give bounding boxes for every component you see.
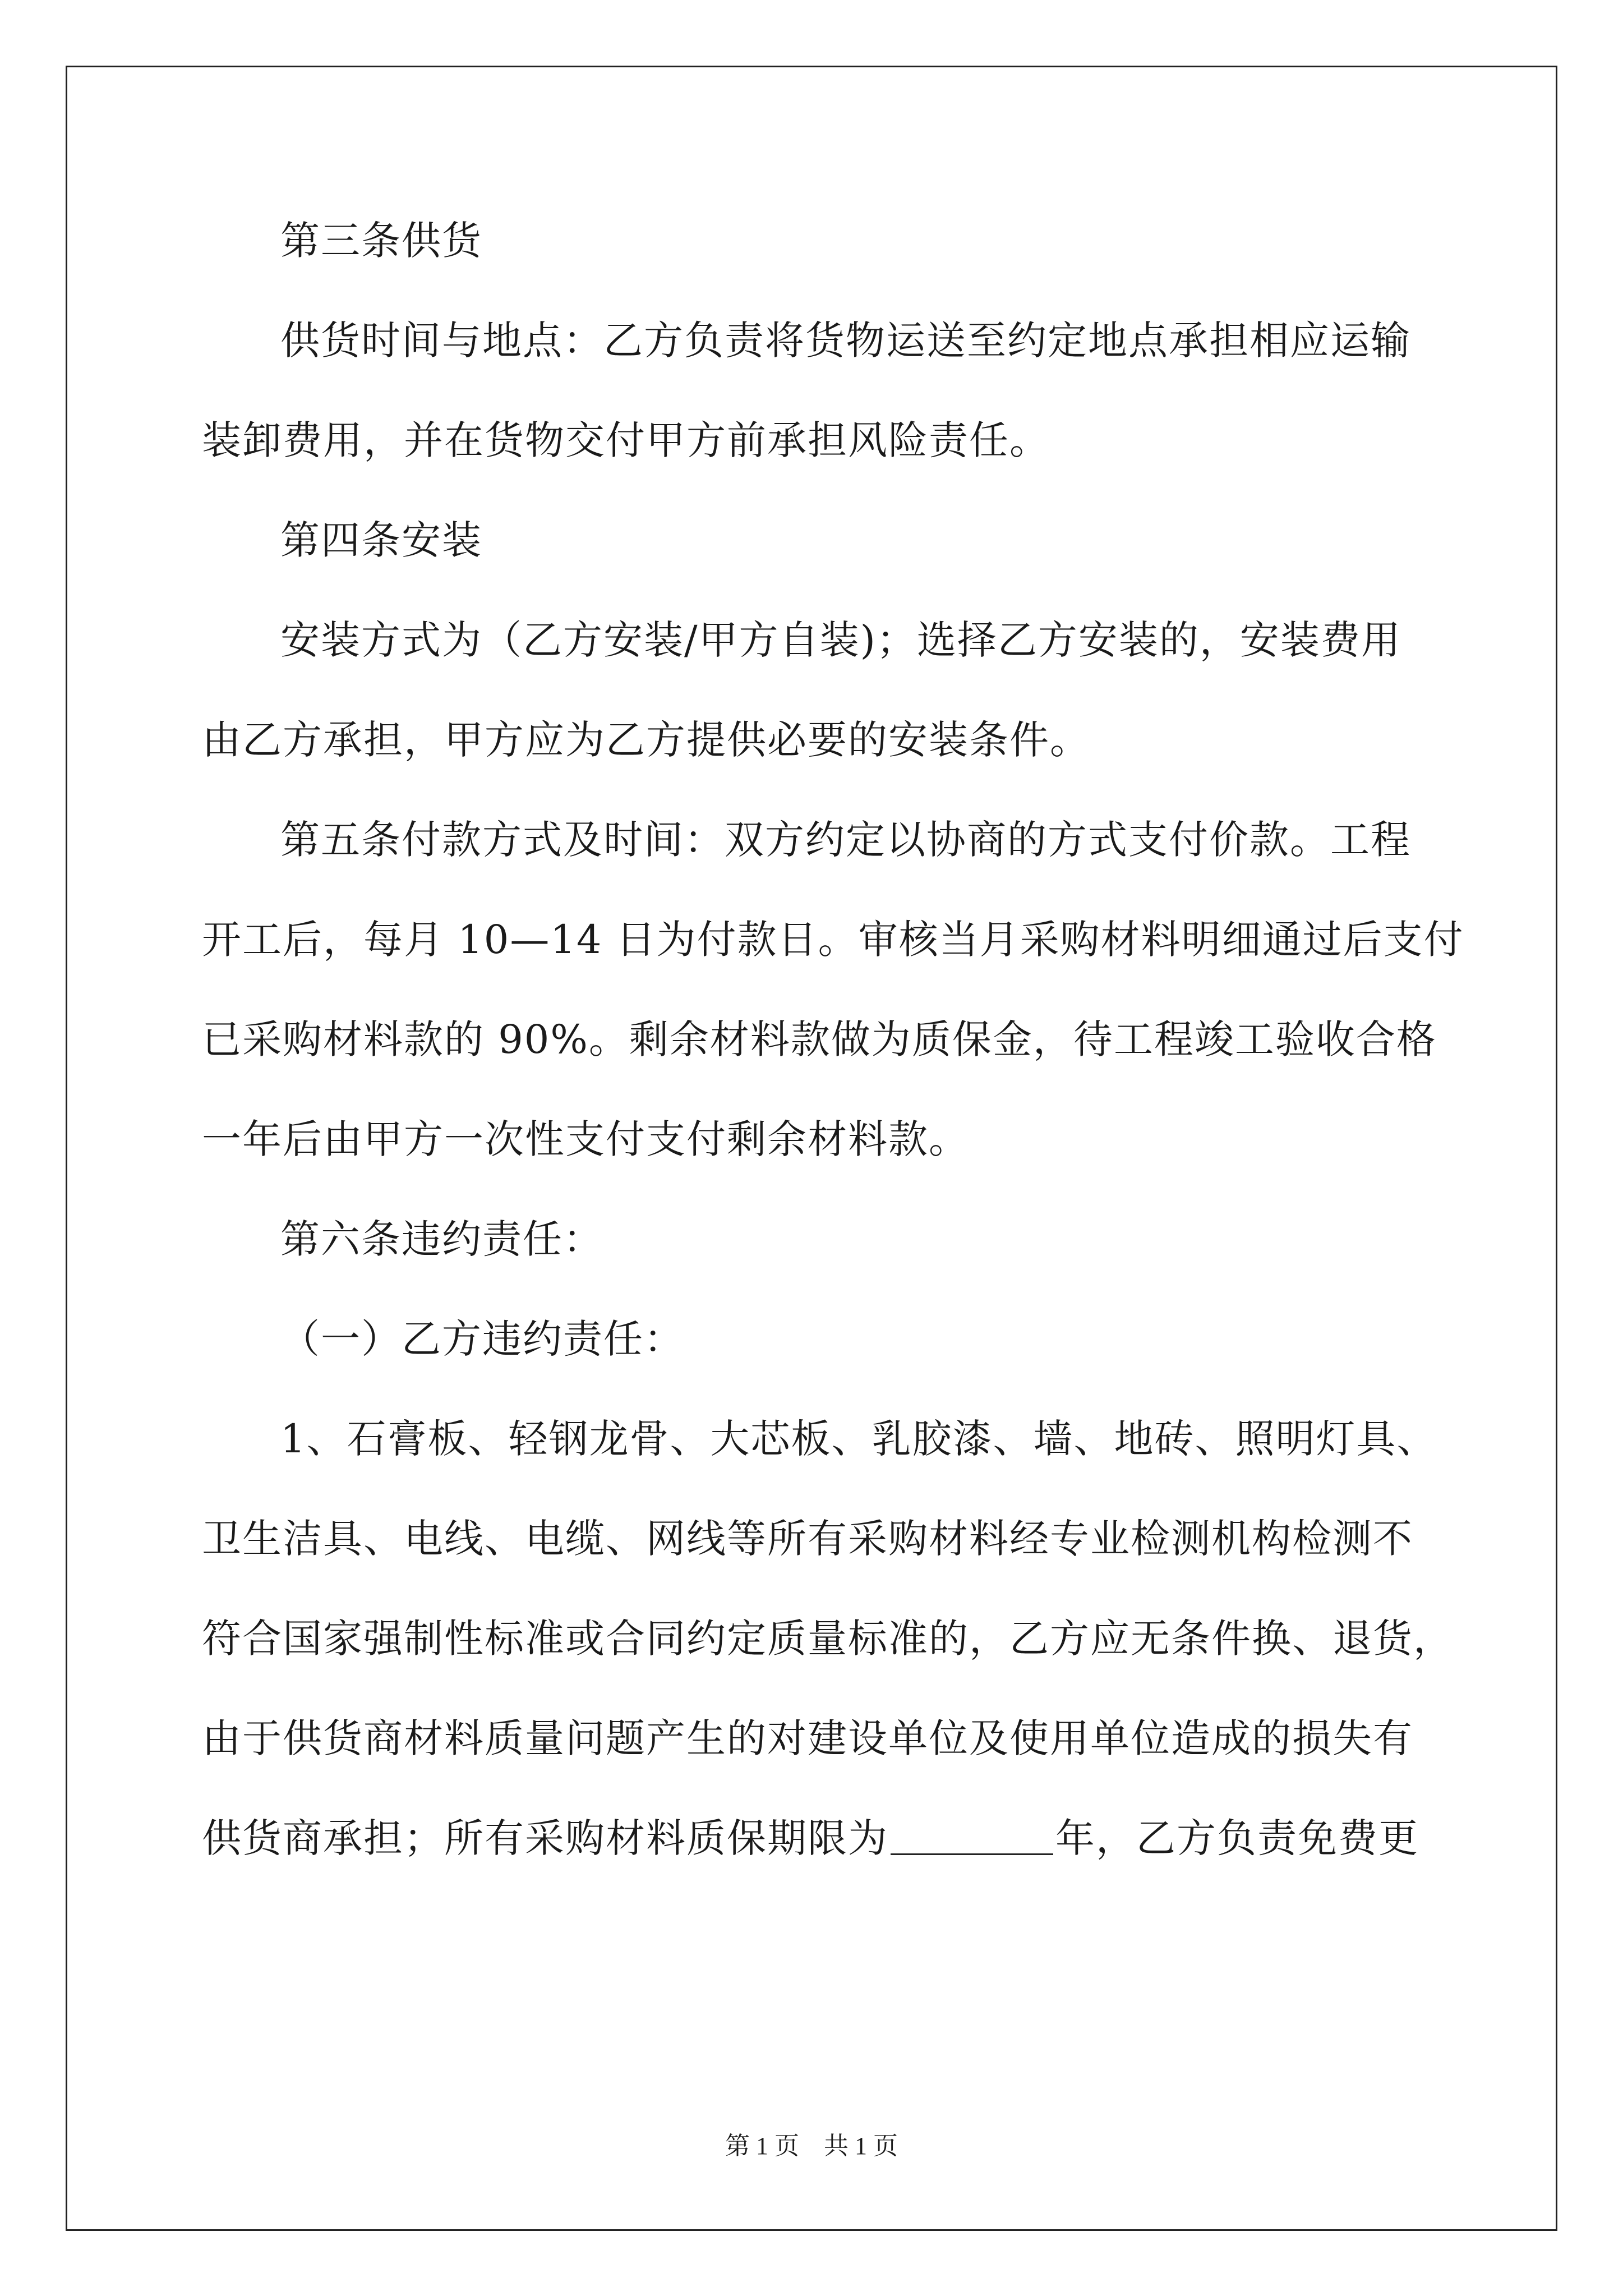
- text-line: 安装方式为（乙方安装/甲方自装)；选择乙方安装的，安装费用: [280, 617, 1401, 663]
- text-line: 1、石膏板、轻钢龙骨、大芯板、乳胶漆、墙、地砖、照明灯具、: [280, 1416, 1437, 1462]
- text-line: 第三条供货: [280, 218, 482, 264]
- text-line: 第六条违约责任：: [280, 1216, 603, 1262]
- fill-in-blank: [891, 1814, 1053, 1855]
- text-line: 第五条付款方式及时间：双方约定以协商的方式支付价款。工程: [280, 817, 1411, 863]
- page-footer: 第 1 页 共 1 页: [725, 2132, 898, 2160]
- text-line: 一年后由甲方一次性支付支付剩余材料款。: [202, 1116, 969, 1162]
- text-line: 装卸费用，并在货物交付甲方前承担风险责任。: [202, 417, 1050, 463]
- text-segment: 供货商承担；所有采购材料质保期限为: [202, 1815, 888, 1861]
- text-line: （一）乙方违约责任：: [280, 1316, 684, 1362]
- text-segment: 年，乙方负责免费更: [1055, 1815, 1419, 1861]
- text-line: 已采购材料款的 90%。剩余材料款做为质保金，待工程竣工验收合格: [202, 1016, 1437, 1062]
- text-line: 供货时间与地点：乙方负责将货物运送至约定地点承担相应运输: [280, 318, 1411, 364]
- text-line: 第四条安装: [280, 517, 482, 563]
- text-line: 开工后，每月 10—14 日为付款日。审核当月采购材料明细通过后支付: [202, 917, 1464, 963]
- text-line: 由乙方承担，甲方应为乙方提供必要的安装条件。: [202, 717, 1090, 763]
- text-line: 由于供货商材料质量问题产生的对建设单位及使用单位造成的损失有: [202, 1715, 1413, 1761]
- text-line-with-blank: [202, 1813, 1419, 1864]
- text-line: 卫生洁具、电线、电缆、网线等所有采购材料经专业检测机构检测不: [202, 1516, 1413, 1562]
- text-line: 符合国家强制性标准或合同约定质量标准的，乙方应无条件换、退货，: [202, 1616, 1454, 1662]
